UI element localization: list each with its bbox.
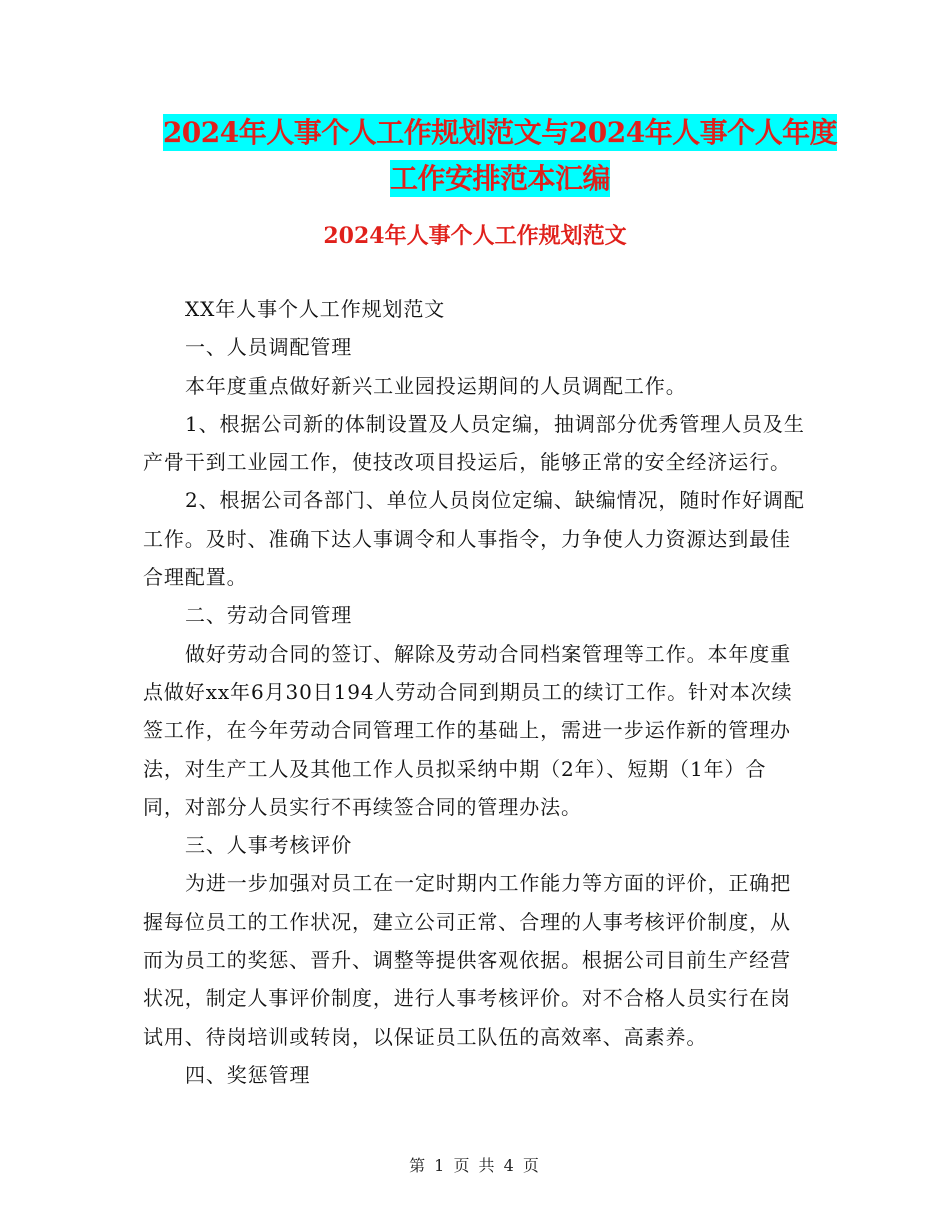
paragraph: 2、根据公司各部门、单位人员岗位定编、缺编情况，随时作好调配工作。及时、准确下达人事调令和人事指令，力争使人力资源达到最佳合理配置。 <box>143 488 805 590</box>
paragraph: 1、根据公司新的体制设置及人员定编，抽调部分优秀管理人员及生产骨干到工业园工作，使技改项目投运后，能够正常的安全经济运行。 <box>143 411 805 475</box>
heading-evaluation: 三、人事考核评价 <box>185 833 353 858</box>
paragraph: 为进一步加强对员工在一定时期内工作能力等方面的评价，正确把握每位员工的工作状况，建立公司正常、合理的人事考核评价制度，从而为员工的奖惩、晋升、调整等提供客观依据。根据公司目前生产经营状况，制定人事评价制度，进行人事考核评价。对不合格人员实行在岗试用、待岗培训或转岗，以保证员工队伍的高效率、高素养。 <box>143 871 792 1049</box>
title-line-2: 工作安排范本汇编 <box>389 162 610 195</box>
heading-rewards: 四、奖惩管理 <box>185 1062 311 1087</box>
heading-labor-contract: 二、劳动合同管理 <box>185 603 353 628</box>
document-body <box>143 290 808 1094</box>
section-title: 2024年人事个人工作规划范文 <box>323 223 627 249</box>
paragraph: XX年人事个人工作规划范文 <box>185 297 446 321</box>
document-title <box>100 110 900 202</box>
title-line-1: 2024年人事个人工作规划范文与2024年人事个人年度 <box>162 116 838 149</box>
paragraph: 本年度重点做好新兴工业园投运期间的人员调配工作。 <box>185 373 687 398</box>
page-footer: 第 1 页 共 4 页 <box>409 1156 541 1175</box>
paragraph: 做好劳动合同的签订、解除及劳动合同档案管理等工作。本年度重点做好xx年6月30日194人劳动合同到期员工的续订工作。针对本次续签工作，在今年劳动合同管理工作的基础上，需进一步运作新的管理办法，对生产工人及其他工作人员拟采纳中期（2年）、短期（1年）合同，对部分人员实行不再续签合同的管理办法。 <box>143 641 793 819</box>
heading-staff-allocation: 一、人员调配管理 <box>185 335 353 360</box>
